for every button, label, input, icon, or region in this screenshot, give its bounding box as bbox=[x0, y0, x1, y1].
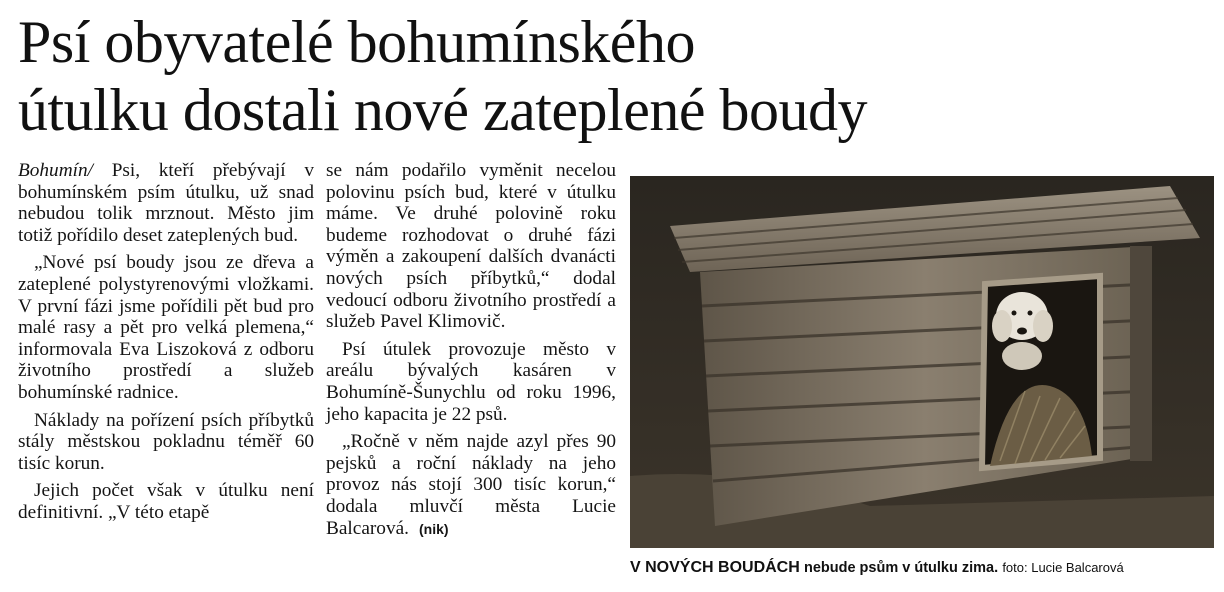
article-column-2 bbox=[326, 160, 616, 546]
dateline: Bohumín/ bbox=[18, 160, 93, 181]
paragraph-7-text: „Ročně v něm najde azyl přes 90 pejsků a roční náklady na jeho provoz nás stojí 300 tisíc korun,“ dodala mluvčí města Lucie Balcarová. bbox=[326, 431, 616, 539]
article-headline bbox=[18, 8, 1208, 144]
paragraph-3: Náklady na pořízení psích příbytků stály městskou pokladnu téměř 60 tisíc korun. bbox=[18, 409, 314, 474]
dog-house-photo bbox=[630, 176, 1214, 548]
paragraph-7 bbox=[326, 431, 616, 540]
photo-credit: foto: Lucie Balcarová bbox=[1002, 560, 1124, 575]
headline-line-2: útulku dostali nové zateplené boudy bbox=[18, 77, 867, 143]
paragraph-2: „Nové psí boudy jsou ze dřeva a zateplené polystyrenovými vložkami. V první fázi jsme pořídili pět bud pro malé rasy a pět pro velká plemena,“ informovala Eva Liszoková z odboru životního prostředí a služeb bohumínské radnice. bbox=[18, 252, 314, 403]
paragraph-1-text: Psi, kteří přebývají v bohumínském psím útulku, už snad nebudou tolik mrznout. Město jim totiž pořídilo deset zateplených bud. bbox=[18, 160, 314, 246]
paragraph-5: se nám podařilo vyměnit necelou polovinu psích bud, které v útulku máme. Ve druhé polovině roku budeme rozhodovat o druhé fázi výměn a zakoupení dalších dvanácti nových psích příbytků,“ dodal vedoucí odboru životního prostředí a služeb Pavel Klimovič. bbox=[326, 160, 616, 333]
paragraph-6: Psí útulek provozuje město v areálu bývalých kasáren v Bohumíně-Šunychlu od roku 1996, jeho kapacita je 22 psů. bbox=[326, 338, 616, 425]
author-byline: (nik) bbox=[418, 520, 449, 537]
headline-line-1: Psí obyvatelé bohumínského bbox=[18, 9, 695, 75]
caption-lead: V NOVÝCH BOUDÁCH bbox=[630, 559, 800, 576]
paragraph-1 bbox=[18, 160, 314, 246]
caption-text: nebude psům v útulku zima. bbox=[803, 560, 999, 576]
paragraph-4: Jejich počet však v útulku není definitivní. „V této etapě bbox=[18, 480, 314, 523]
photo-caption bbox=[630, 558, 1220, 578]
article-column-1 bbox=[18, 160, 314, 530]
